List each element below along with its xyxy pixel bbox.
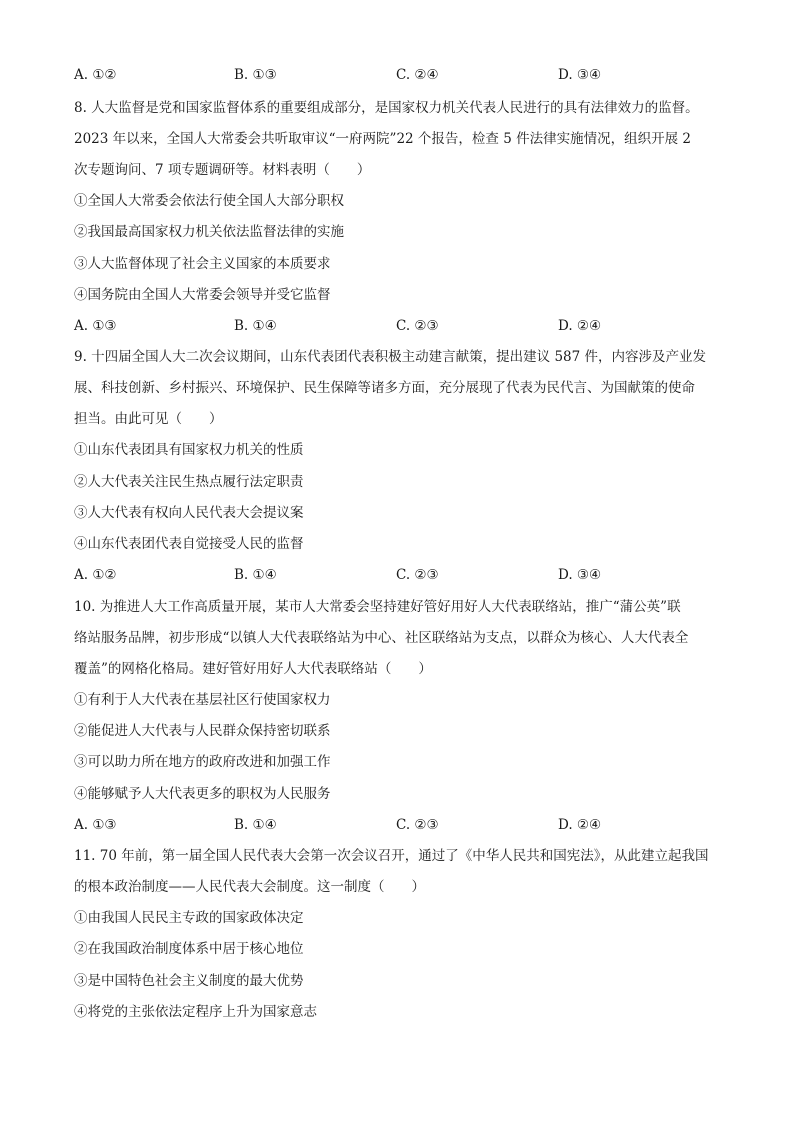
q9-option-c[interactable]: C. ②③ xyxy=(396,567,439,583)
q7-option-a[interactable]: A. ①② xyxy=(74,67,117,83)
q9-stem-line-1: 9. 十四届全国人大二次会议期间，山东代表团代表积极主动建言献策，提出建议 587 件，内容涉及产业发 xyxy=(74,349,707,365)
q8-statement-3: ③人大监督体现了社会主义国家的本质要求 xyxy=(74,256,331,272)
q10-stem-line-2: 络站服务品牌，初步形成“以镇人大代表联络站为中心、社区联络站为支点，以群众为核心、人大代表全 xyxy=(74,630,689,646)
q11-statement-3: ③是中国特色社会主义制度的最大优势 xyxy=(74,973,304,989)
q9-statement-3: ③人大代表有权向人民代表大会提议案 xyxy=(74,505,304,521)
q8-statement-4: ④国务院由全国人大常委会领导并受它监督 xyxy=(74,287,331,303)
q11-statement-4: ④将党的主张依法定程序上升为国家意志 xyxy=(74,1004,317,1020)
q11-statement-1: ①由我国人民民主专政的国家政体决定 xyxy=(74,910,304,926)
q9-stem-line-3: 担当。由此可见（ ） xyxy=(74,411,223,427)
q8-stem-line-3: 次专题询问、7 项专题调研等。材料表明（ ） xyxy=(74,162,371,178)
q9-statement-1: ①山东代表团具有国家权力机关的性质 xyxy=(74,442,304,458)
q10-statement-1: ①有利于人大代表在基层社区行使国家权力 xyxy=(74,692,331,708)
q9-option-b[interactable]: B. ①④ xyxy=(234,567,277,583)
q9-stem-line-2: 展、科技创新、乡村振兴、环境保护、民生保障等诸多方面，充分展现了代表为民代言、为国献策的使命 xyxy=(74,380,695,396)
q9-options xyxy=(74,565,724,585)
q8-option-b[interactable]: B. ①④ xyxy=(234,318,277,334)
q8-option-a[interactable]: A. ①③ xyxy=(74,318,117,334)
q7-option-b[interactable]: B. ①③ xyxy=(234,67,277,83)
q10-statement-3: ③可以助力所在地方的政府改进和加强工作 xyxy=(74,754,331,770)
q9-statement-4: ④山东代表团代表自觉接受人民的监督 xyxy=(74,536,304,552)
q11-stem-line-1: 11. 70 年前，第一届全国人民代表大会第一次会议召开，通过了《中华人民共和国宪法》，从此建立起我国 xyxy=(74,848,709,864)
q10-statement-4: ④能够赋予人大代表更多的职权为人民服务 xyxy=(74,786,331,802)
q10-option-a[interactable]: A. ①③ xyxy=(74,817,117,833)
q8-statement-1: ①全国人大常委会依法行使全国人大部分职权 xyxy=(74,193,344,209)
q9-statement-2: ②人大代表关注民生热点履行法定职责 xyxy=(74,474,304,490)
q7-option-c[interactable]: C. ②④ xyxy=(396,67,439,83)
q10-options xyxy=(74,815,724,835)
q8-option-d[interactable]: D. ②④ xyxy=(558,318,602,334)
q10-option-c[interactable]: C. ②③ xyxy=(396,817,439,833)
q9-option-d[interactable]: D. ③④ xyxy=(558,567,602,583)
q10-stem-line-1: 10. 为推进人大工作高质量开展，某市人大常委会坚持建好管好用好人大代表联络站，推广“蒲公英”联 xyxy=(74,599,681,615)
q8-statement-2: ②我国最高国家权力机关依法监督法律的实施 xyxy=(74,224,344,240)
q8-option-c[interactable]: C. ②③ xyxy=(396,318,439,334)
q8-stem-line-2: 2023 年以来，全国人大常委会共听取审议“一府两院”22 个报告，检查 5 件法律实施情况，组织开展 2 xyxy=(74,131,691,147)
q11-statement-2: ②在我国政治制度体系中居于核心地位 xyxy=(74,941,304,957)
q10-option-d[interactable]: D. ②④ xyxy=(558,817,602,833)
q8-stem-line-1: 8. 人大监督是党和国家监督体系的重要组成部分，是国家权力机关代表人民进行的具有法律效力的监督。 xyxy=(74,100,699,116)
q7-options xyxy=(74,65,724,85)
q10-option-b[interactable]: B. ①④ xyxy=(234,817,277,833)
q10-stem-line-3: 覆盖”的网格化格局。建好管好用好人大代表联络站（ ） xyxy=(74,661,432,677)
q7-option-d[interactable]: D. ③④ xyxy=(558,67,602,83)
q10-statement-2: ②能促进人大代表与人民群众保持密切联系 xyxy=(74,723,331,739)
q11-stem-line-2: 的根本政治制度——人民代表大会制度。这一制度（ ） xyxy=(74,879,425,895)
q9-option-a[interactable]: A. ①② xyxy=(74,567,117,583)
q8-options xyxy=(74,316,724,336)
